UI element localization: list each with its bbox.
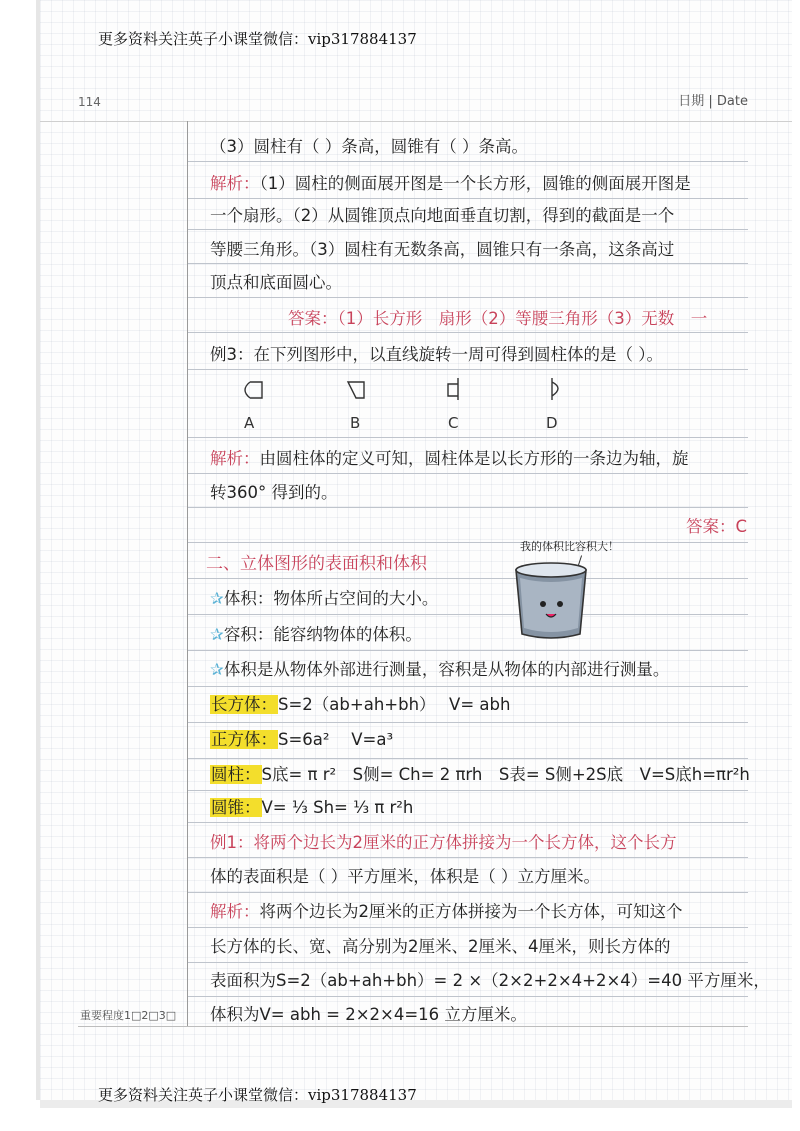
watermark-top: 更多资料关注英子小课堂微信：vip317884137 — [98, 30, 417, 48]
ruled-line — [188, 161, 748, 162]
ruled-line — [188, 437, 748, 438]
analysis-3-line: 等腰三角形。（3）圆柱有无数条高，圆锥只有一条高，这条高过 — [210, 240, 675, 259]
volume-definition-line — [210, 588, 438, 610]
footer-rule — [78, 1026, 748, 1027]
analysis-4-line: 顶点和底面圆心。 — [210, 273, 342, 292]
figure-label-c: C — [448, 414, 459, 432]
figure-c-shape — [440, 376, 470, 404]
ruled-line — [188, 790, 748, 791]
page-number: 114 — [78, 95, 101, 109]
ruled-line — [188, 722, 748, 723]
analysis-text: （1）圆柱的侧面展开图是一个长方形，圆锥的侧面展开图是 — [259, 174, 691, 193]
capacity-definition-line — [210, 624, 422, 646]
ruled-line — [188, 507, 748, 508]
cone-formula-line — [210, 797, 413, 819]
analysis-2-line: 一个扇形。（2）从圆锥顶点向地面垂直切割，得到的截面是一个 — [210, 206, 675, 225]
example-1b-line: 体的表面积是（ ）平方厘米，体积是（ ）立方厘米。 — [210, 867, 600, 886]
cuboid-formula: S=2（ab+ah+bh） V= abh — [278, 695, 511, 714]
ruled-line — [188, 542, 748, 543]
figure-label-b: B — [350, 414, 361, 432]
ruled-line — [188, 369, 748, 370]
ruled-line — [188, 892, 748, 893]
cylinder-formula-line — [210, 764, 750, 786]
ruled-line — [188, 473, 748, 474]
analysis-c2-line: 长方体的长、宽、高分别为2厘米、2厘米、4厘米，则长方体的 — [210, 937, 671, 956]
cup-mascot-illustration — [508, 560, 594, 642]
grid-paper — [40, 0, 792, 1100]
cube-label: 正方体： — [211, 730, 277, 749]
ruled-line — [188, 857, 748, 858]
figure-label-d: D — [546, 414, 558, 432]
answer-1-line: 答案：（1）长方形 扇形（2）等腰三角形（3）无数 一 — [288, 309, 708, 328]
speech-bubble-text: 我的体积比容积大！ — [520, 540, 619, 553]
ruled-line — [188, 822, 748, 823]
cone-formula: V= ⅓ Sh= ⅓ π r²h — [261, 798, 414, 817]
ruled-line — [188, 229, 748, 230]
ruled-line — [188, 198, 748, 199]
star-icon: ✰ — [210, 589, 224, 608]
ruled-line — [188, 614, 748, 615]
ruled-line — [188, 297, 748, 298]
section-title: 二、立体图形的表面积和体积 — [206, 554, 427, 574]
example-3-line: 例3：在下列图形中，以直线旋转一周可得到圆柱体的是（ ）。 — [210, 345, 663, 364]
capacity-definition: 容积：能容纳物体的体积。 — [223, 625, 422, 644]
ruled-line — [188, 962, 748, 963]
ruled-line — [188, 758, 748, 759]
analysis-1-line — [210, 173, 691, 195]
cone-label: 圆锥： — [211, 798, 261, 817]
ruled-line — [188, 996, 748, 997]
figure-d-shape — [540, 376, 570, 404]
question-3-line: （3）圆柱有（ ）条高，圆锥有（ ）条高。 — [210, 137, 528, 156]
star-icon: ✰ — [210, 625, 224, 644]
figure-a-shape — [236, 378, 266, 404]
measurement-text: 体积是从物体外部进行测量，容积是从物体的内部进行测量。 — [223, 660, 670, 679]
volume-definition: 体积：物体所占空间的大小。 — [223, 589, 439, 608]
cylinder-formula: S底= π r² S侧= Ch= 2 πrh S表= S侧+2S底 V=S底h=πr²h — [261, 765, 750, 784]
cube-formula: S=6a² V=a³ — [278, 730, 394, 749]
analysis-b2-line: 转360° 得到的。 — [210, 483, 338, 502]
ruled-line — [188, 686, 748, 687]
answer-2-line: 答案：C — [686, 517, 748, 536]
analysis-b1-line — [210, 448, 689, 470]
figure-b-shape — [342, 378, 372, 404]
importance-rating: 重要程度1□2□3□ — [80, 1009, 177, 1022]
cylinder-label: 圆柱： — [211, 765, 261, 784]
cube-formula-line — [210, 729, 393, 751]
watermark-bottom: 更多资料关注英子小课堂微信：vip317884137 — [98, 1086, 417, 1104]
ruled-line — [188, 650, 748, 651]
cuboid-label: 长方体： — [211, 695, 277, 714]
measurement-line — [210, 659, 669, 681]
figure-label-a: A — [244, 414, 255, 432]
analysis-label: 解析： — [210, 174, 260, 193]
analysis-text: 将两个边长为2厘米的正方体拼接为一个长方体，可知这个 — [259, 902, 683, 921]
analysis-c1-line — [210, 901, 683, 923]
example-1-line: 例1：将两个边长为2厘米的正方体拼接为一个长方体，这个长方 — [210, 833, 677, 852]
margin-rule — [187, 121, 188, 1026]
analysis-text: 由圆柱体的定义可知，圆柱体是以长方形的一条边为轴，旋 — [259, 449, 689, 468]
analysis-label: 解析： — [210, 902, 260, 921]
ruled-line — [188, 578, 748, 579]
analysis-c3-line: 表面积为S=2（ab+ah+bh）= 2 ×（2×2+2×4+2×4）=40 平方厘米， — [210, 971, 770, 990]
analysis-c4-line: 体积为V= abh = 2×2×4=16 立方厘米。 — [210, 1005, 527, 1024]
date-label: 日期 | Date — [678, 94, 748, 109]
cuboid-formula-line — [210, 694, 510, 716]
ruled-line — [188, 927, 748, 928]
ruled-line — [188, 332, 748, 333]
ruled-line — [188, 263, 748, 264]
analysis-label: 解析： — [210, 449, 260, 468]
star-icon: ✰ — [210, 660, 224, 679]
header-rule — [40, 121, 792, 122]
